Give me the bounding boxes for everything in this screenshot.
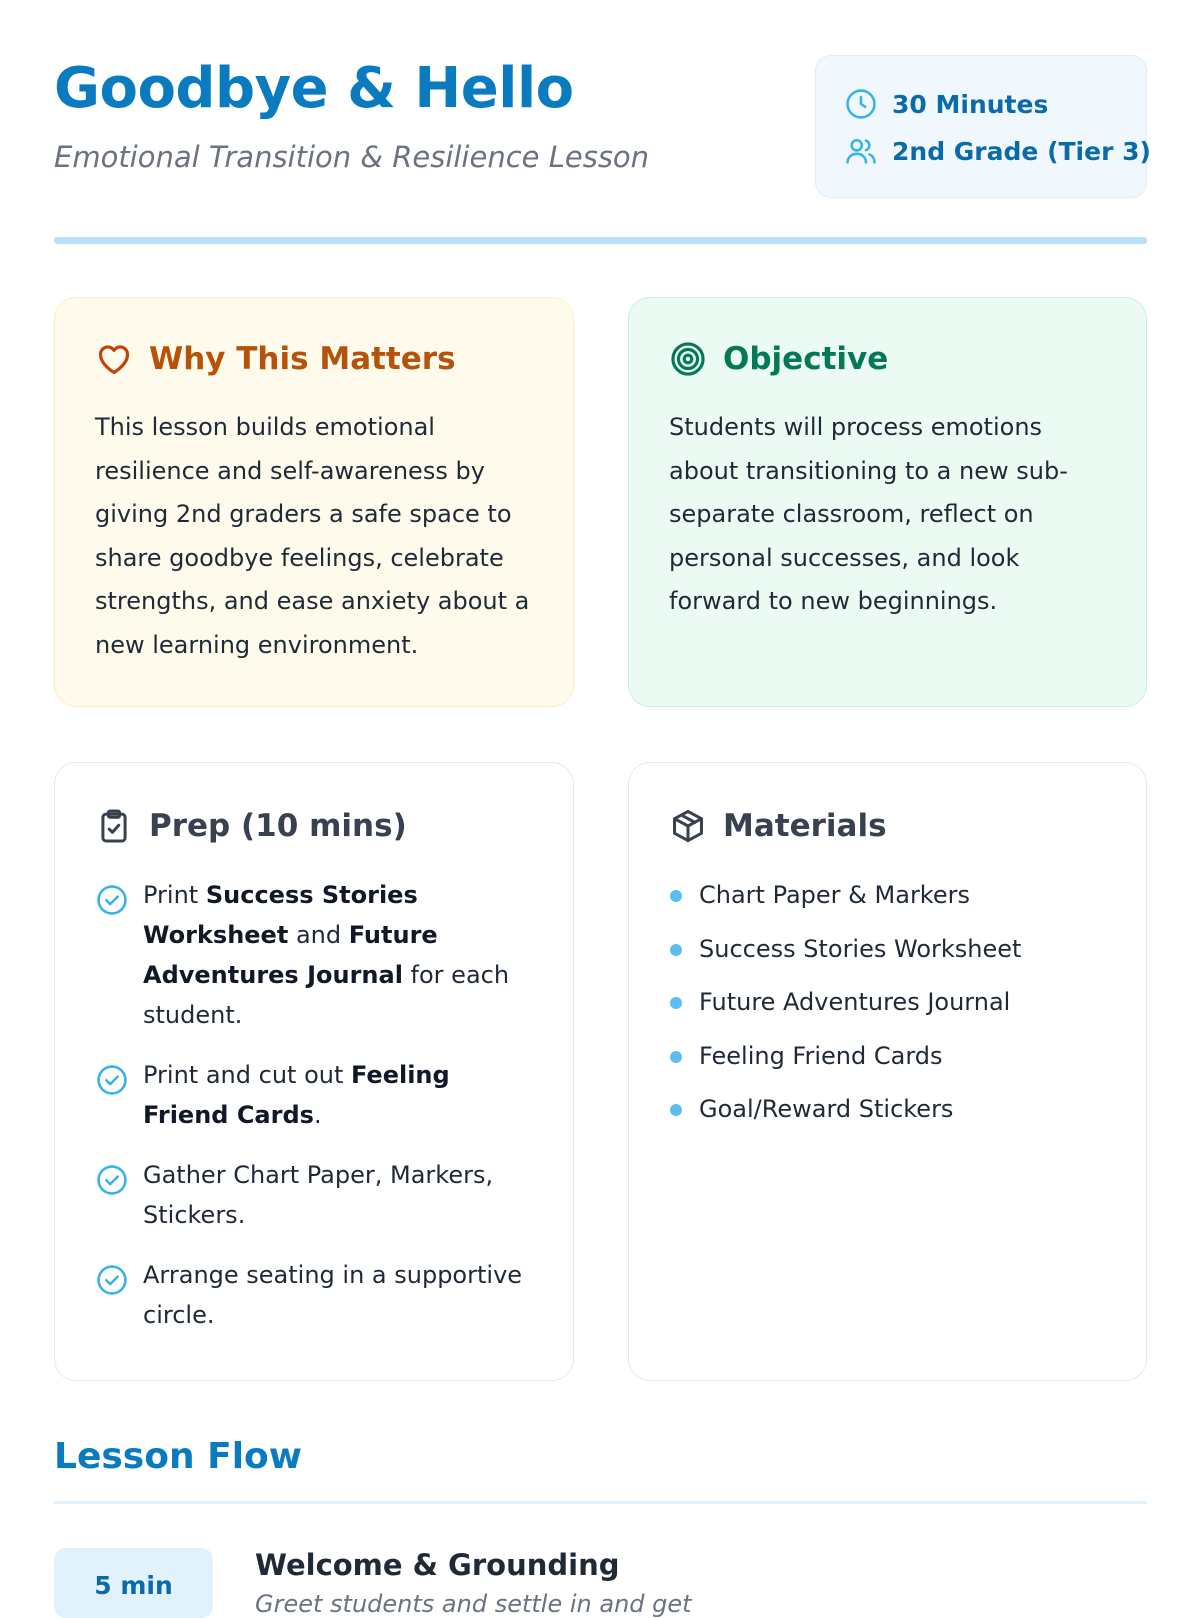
list-item: Chart Paper & Markers (669, 875, 1109, 915)
bullet-dot (670, 997, 682, 1009)
prep-list (95, 875, 535, 1355)
why-heading: Why This Matters (149, 341, 456, 377)
heart-icon (95, 340, 133, 378)
grade-label: 2nd Grade (Tier 3) (892, 136, 1151, 166)
step-time: 5 min (94, 1571, 173, 1600)
prep-heading: Prep (10 mins) (149, 808, 407, 844)
materials-heading-row (669, 807, 887, 845)
objective-card (628, 297, 1147, 707)
materials-card (628, 762, 1147, 1381)
lesson-plan-page (54, 0, 1151, 1618)
prep-item: Print and cut out Feeling Friend Cards. (95, 1055, 535, 1135)
list-item: Future Adventures Journal (669, 982, 1109, 1022)
prep-card (54, 762, 574, 1381)
materials-list (669, 875, 1109, 1143)
target-icon (669, 340, 707, 378)
clipboard-check-icon (95, 807, 133, 845)
bullet-dot (670, 1051, 682, 1063)
clock-icon (844, 87, 878, 121)
materials-heading: Materials (723, 808, 887, 844)
step-title: Welcome & Grounding (255, 1548, 620, 1582)
page-subtitle: Emotional Transition & Resilience Lesson (54, 140, 650, 174)
package-icon (669, 807, 707, 845)
objective-heading-row (669, 340, 888, 378)
objective-heading: Objective (723, 341, 889, 377)
bullet-dot (670, 890, 682, 902)
check-circle-icon (95, 1063, 129, 1097)
check-circle-icon (95, 1163, 129, 1197)
why-heading-row (95, 340, 456, 378)
list-item: Goal/Reward Stickers (669, 1089, 1109, 1129)
prep-item: Print Success Stories Worksheet and Future Adventures Journal for each student. (95, 875, 535, 1035)
bullet-dot (670, 944, 682, 956)
bullet-dot (670, 1104, 682, 1116)
prep-item: Arrange seating in a supportive circle. (95, 1255, 535, 1335)
header (54, 52, 1151, 197)
users-icon (844, 134, 878, 168)
list-item: Feeling Friend Cards (669, 1036, 1109, 1076)
duration-label: 30 Minutes (892, 89, 1049, 119)
lesson-flow-heading: Lesson Flow (54, 1436, 303, 1477)
objective-body: Students will process emotions about transitioning to a new sub-separate classroom, reflect on personal successes, and look forward to new beginnings. (669, 413, 1068, 615)
why-card (54, 297, 574, 707)
header-divider (54, 237, 1147, 244)
prep-item: Gather Chart Paper, Markers, Stickers. (95, 1155, 535, 1235)
grade-row (844, 134, 1151, 168)
duration-row (844, 87, 1048, 121)
page-title: Goodbye & Hello (54, 56, 574, 121)
why-body: This lesson builds emotional resilience and self-awareness by giving 2nd graders a safe space to share goodbye feelings, celebrate strengths, and ease anxiety about a new learning environment. (95, 413, 530, 659)
lesson-meta-box (815, 55, 1151, 198)
step-time-badge (54, 1548, 213, 1618)
list-item: Success Stories Worksheet (669, 929, 1109, 969)
step-description: Greet students and settle in and get (255, 1590, 692, 1618)
lesson-flow-divider (54, 1501, 1147, 1504)
check-circle-icon (95, 1263, 129, 1297)
prep-heading-row (95, 807, 407, 845)
check-circle-icon (95, 883, 129, 917)
